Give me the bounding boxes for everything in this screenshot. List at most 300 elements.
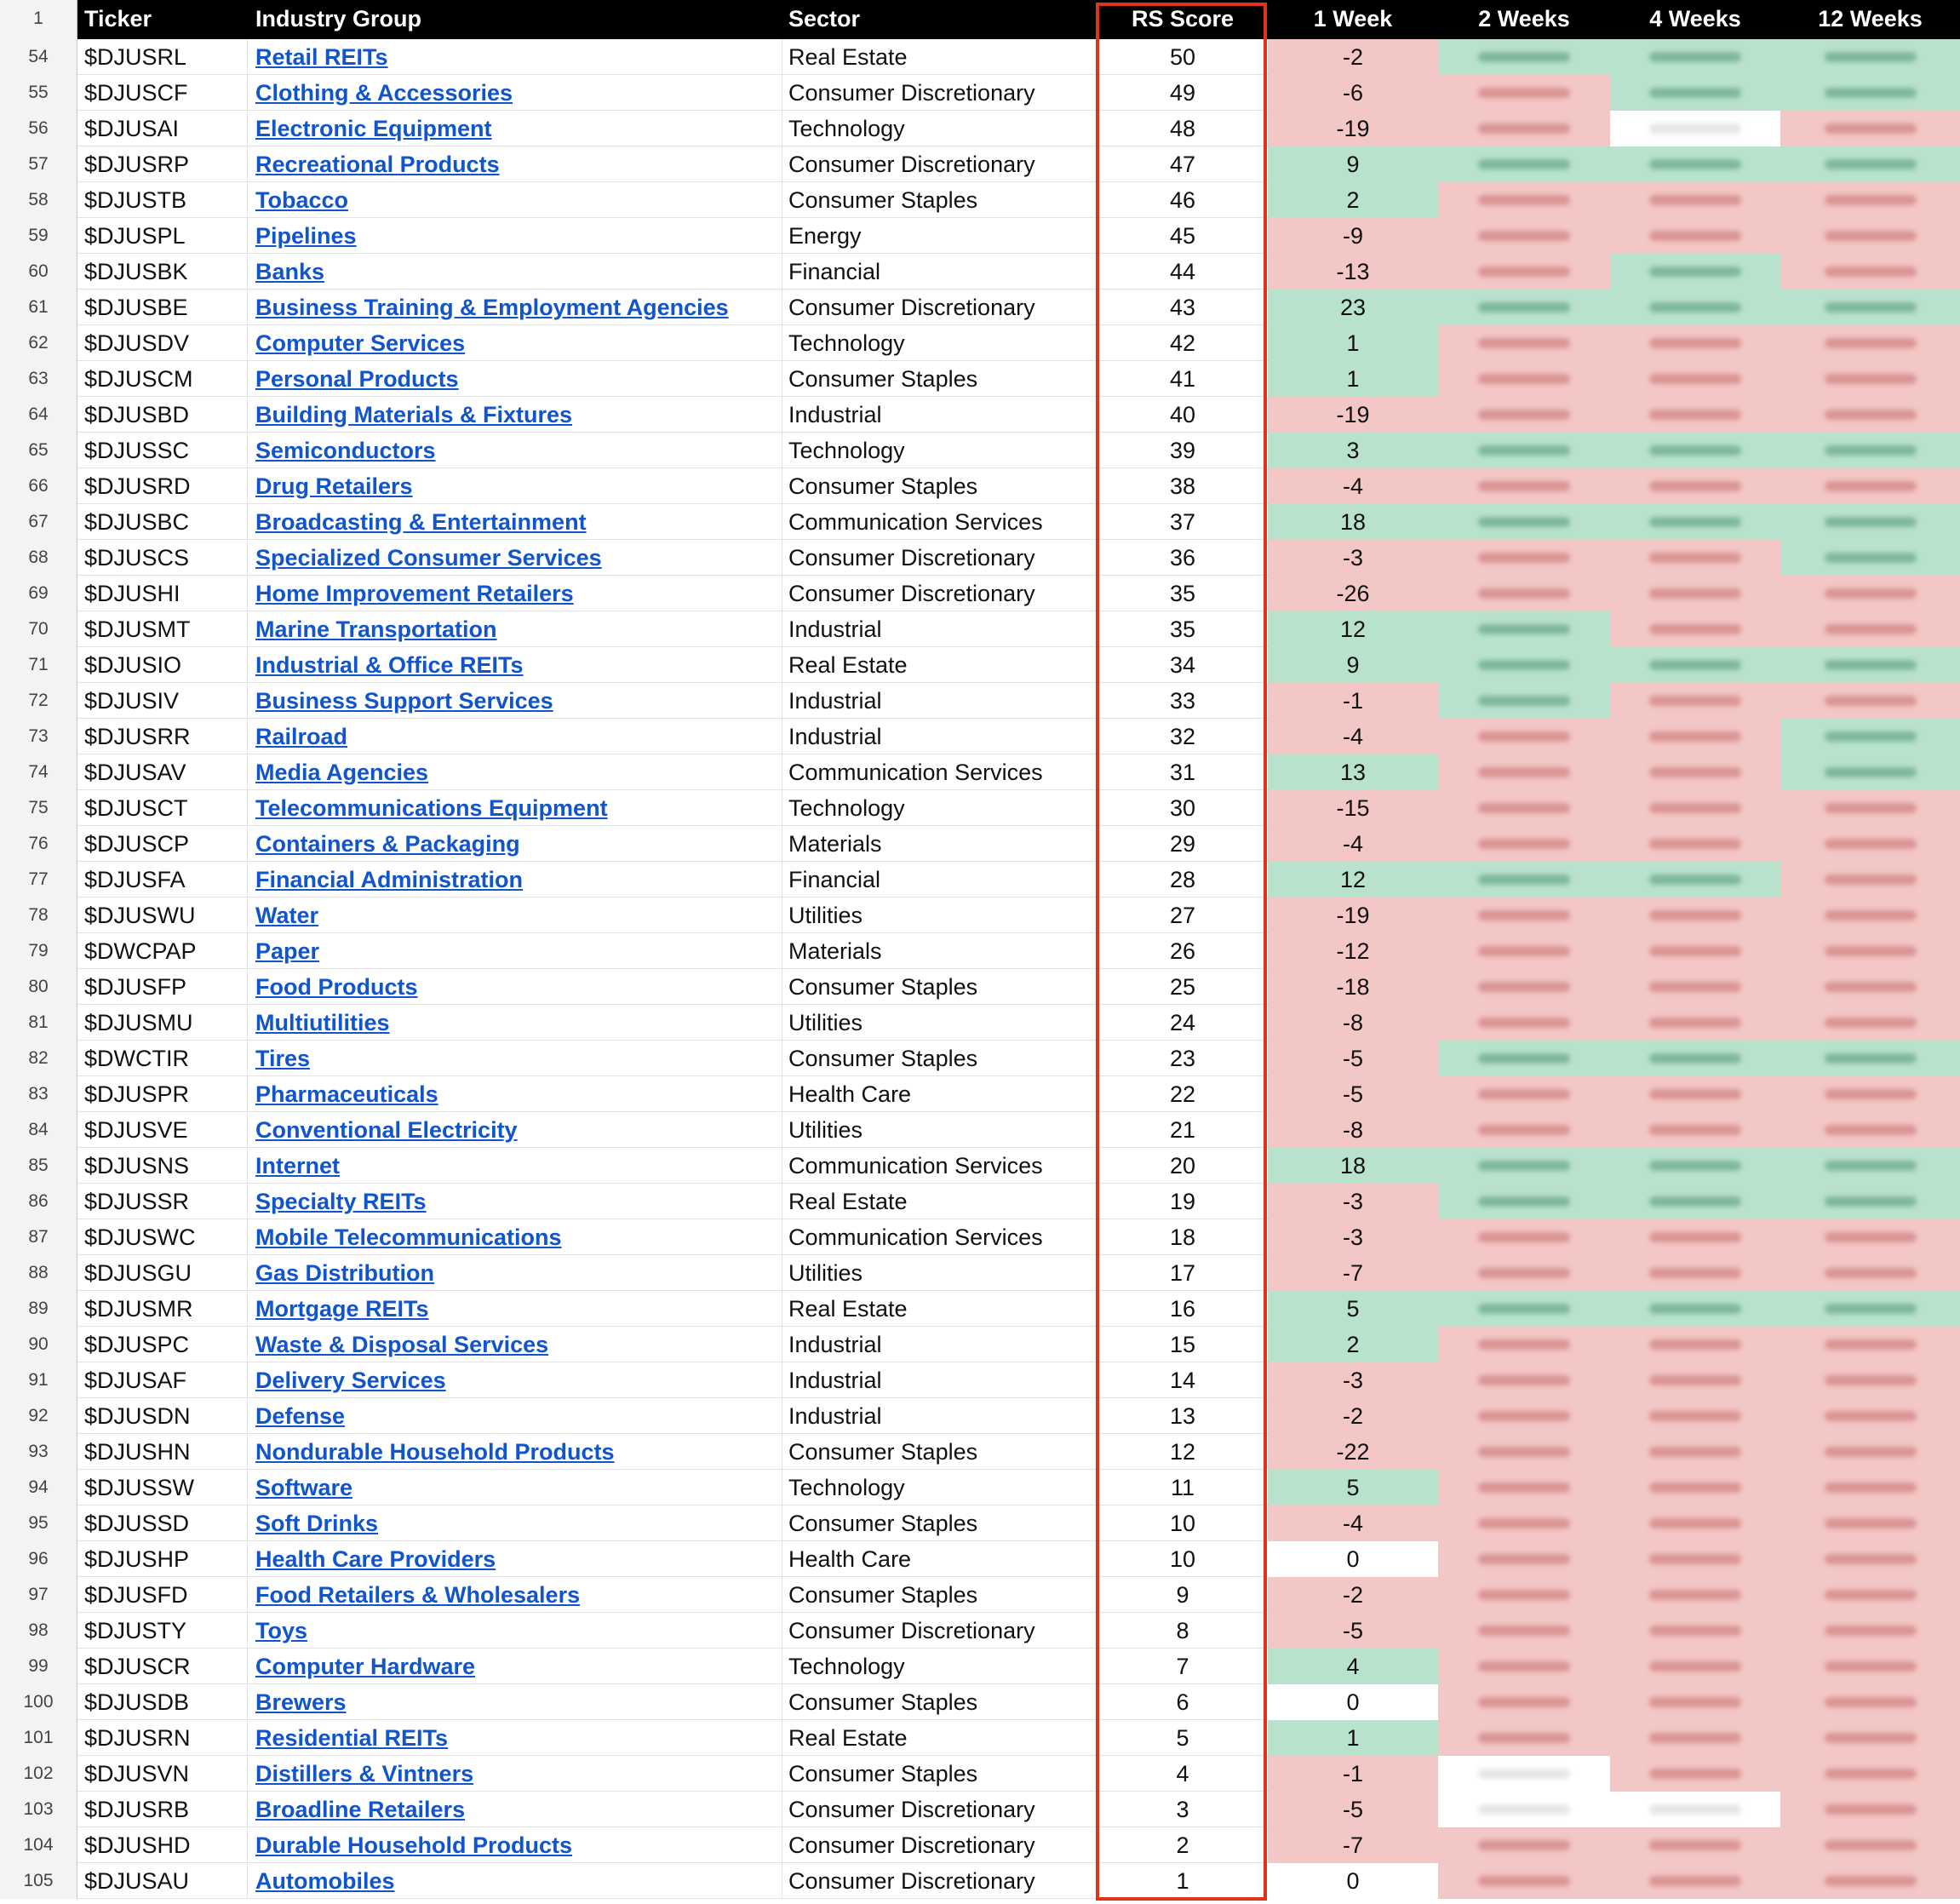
ticker-cell[interactable]: $DJUSVN xyxy=(77,1756,248,1792)
row-number-header[interactable]: 1 xyxy=(0,0,77,39)
sector-cell[interactable]: Consumer Discretionary xyxy=(782,576,1097,611)
row-number[interactable]: 56 xyxy=(0,111,77,146)
sector-cell[interactable]: Technology xyxy=(782,1649,1097,1684)
week1-change-cell[interactable]: -4 xyxy=(1268,468,1438,504)
week4-change-cell[interactable] xyxy=(1610,468,1780,504)
sector-cell[interactable]: Real Estate xyxy=(782,1184,1097,1219)
week4-change-cell[interactable] xyxy=(1610,754,1780,790)
week12-change-cell[interactable] xyxy=(1780,540,1960,576)
week12-change-cell[interactable] xyxy=(1780,1327,1960,1362)
week4-change-cell[interactable] xyxy=(1610,1362,1780,1398)
week1-change-cell[interactable]: 0 xyxy=(1268,1684,1438,1720)
week2-change-cell[interactable] xyxy=(1438,790,1610,826)
week1-change-cell[interactable]: -3 xyxy=(1268,1362,1438,1398)
industry-group-cell[interactable] xyxy=(248,75,782,111)
column-header-12-weeks[interactable]: 12 Weeks xyxy=(1780,0,1960,39)
week12-change-cell[interactable] xyxy=(1780,933,1960,969)
week12-change-cell[interactable] xyxy=(1780,719,1960,754)
week2-change-cell[interactable] xyxy=(1438,1398,1610,1434)
rs-score-cell[interactable]: 32 xyxy=(1169,724,1196,749)
week2-change-cell[interactable] xyxy=(1438,933,1610,969)
week12-change-cell[interactable] xyxy=(1780,218,1960,254)
week4-change-cell[interactable] xyxy=(1610,1041,1780,1076)
rs-score-cell[interactable]: 21 xyxy=(1169,1117,1196,1143)
row-number[interactable]: 87 xyxy=(0,1219,77,1255)
ticker-cell[interactable]: $DJUSBC xyxy=(77,504,248,540)
industry-group-link[interactable]: Computer Hardware xyxy=(255,1654,476,1679)
rs-score-cell[interactable]: 41 xyxy=(1169,366,1196,392)
week4-change-cell[interactable] xyxy=(1610,683,1780,719)
ticker-cell[interactable]: $DJUSRB xyxy=(77,1792,248,1827)
column-header-ticker[interactable]: Ticker xyxy=(77,0,248,39)
sector-cell[interactable]: Consumer Discretionary xyxy=(782,75,1097,111)
row-number[interactable]: 69 xyxy=(0,576,77,611)
week12-change-cell[interactable] xyxy=(1780,647,1960,683)
week4-change-cell[interactable] xyxy=(1610,1541,1780,1577)
week2-change-cell[interactable] xyxy=(1438,1291,1610,1327)
rs-score-cell[interactable]: 10 xyxy=(1169,1546,1196,1572)
rs-score-cell[interactable]: 47 xyxy=(1169,152,1196,177)
rs-score-cell[interactable]: 46 xyxy=(1169,187,1196,213)
rs-score-cell[interactable]: 9 xyxy=(1176,1582,1189,1608)
week2-change-cell[interactable] xyxy=(1438,1577,1610,1613)
sector-cell[interactable]: Utilities xyxy=(782,1005,1097,1041)
sector-cell[interactable]: Consumer Staples xyxy=(782,1505,1097,1541)
week4-change-cell[interactable] xyxy=(1610,898,1780,933)
week12-change-cell[interactable] xyxy=(1780,397,1960,433)
sector-cell[interactable]: Utilities xyxy=(782,1255,1097,1291)
ticker-cell[interactable]: $DJUSFA xyxy=(77,862,248,898)
row-number[interactable]: 104 xyxy=(0,1827,77,1863)
industry-group-link[interactable]: Software xyxy=(255,1475,353,1500)
row-number[interactable]: 100 xyxy=(0,1684,77,1720)
industry-group-link[interactable]: Pipelines xyxy=(255,223,357,249)
sector-cell[interactable]: Communication Services xyxy=(782,754,1097,790)
ticker-cell[interactable]: $DJUSAU xyxy=(77,1863,248,1899)
rs-score-cell[interactable]: 37 xyxy=(1169,509,1196,535)
industry-group-cell[interactable] xyxy=(248,826,782,862)
week4-change-cell[interactable] xyxy=(1610,1470,1780,1505)
industry-group-cell[interactable] xyxy=(248,1505,782,1541)
ticker-cell[interactable]: $DJUSCS xyxy=(77,540,248,576)
rs-score-cell[interactable]: 19 xyxy=(1169,1189,1196,1214)
industry-group-link[interactable]: Retail REITs xyxy=(255,44,388,70)
sector-cell[interactable]: Energy xyxy=(782,218,1097,254)
industry-group-link[interactable]: Personal Products xyxy=(255,366,459,392)
week12-change-cell[interactable] xyxy=(1780,790,1960,826)
week1-change-cell[interactable]: -1 xyxy=(1268,683,1438,719)
industry-group-cell[interactable] xyxy=(248,1041,782,1076)
week1-change-cell[interactable]: -8 xyxy=(1268,1112,1438,1148)
week12-change-cell[interactable] xyxy=(1780,1577,1960,1613)
week4-change-cell[interactable] xyxy=(1610,39,1780,75)
week1-change-cell[interactable]: -15 xyxy=(1268,790,1438,826)
week2-change-cell[interactable] xyxy=(1438,540,1610,576)
industry-group-cell[interactable] xyxy=(248,468,782,504)
sector-cell[interactable]: Consumer Staples xyxy=(782,468,1097,504)
ticker-cell[interactable]: $DJUSFD xyxy=(77,1577,248,1613)
week1-change-cell[interactable]: -3 xyxy=(1268,540,1438,576)
ticker-cell[interactable]: $DJUSHD xyxy=(77,1827,248,1863)
industry-group-link[interactable]: Media Agencies xyxy=(255,760,429,785)
industry-group-link[interactable]: Paper xyxy=(255,938,320,964)
week2-change-cell[interactable] xyxy=(1438,254,1610,290)
week12-change-cell[interactable] xyxy=(1780,1112,1960,1148)
week1-change-cell[interactable]: -19 xyxy=(1268,898,1438,933)
sector-cell[interactable]: Real Estate xyxy=(782,1291,1097,1327)
rs-score-cell[interactable]: 50 xyxy=(1169,44,1196,70)
week2-change-cell[interactable] xyxy=(1438,504,1610,540)
rs-score-cell[interactable]: 45 xyxy=(1169,223,1196,249)
week4-change-cell[interactable] xyxy=(1610,1005,1780,1041)
week4-change-cell[interactable] xyxy=(1610,433,1780,468)
industry-group-link[interactable]: Broadcasting & Entertainment xyxy=(255,509,587,535)
week12-change-cell[interactable] xyxy=(1780,290,1960,325)
row-number[interactable]: 105 xyxy=(0,1863,77,1899)
industry-group-link[interactable]: Pharmaceuticals xyxy=(255,1081,438,1107)
rs-score-cell[interactable]: 4 xyxy=(1176,1761,1189,1786)
week4-change-cell[interactable] xyxy=(1610,254,1780,290)
sector-cell[interactable]: Industrial xyxy=(782,611,1097,647)
week2-change-cell[interactable] xyxy=(1438,361,1610,397)
rs-score-cell[interactable]: 2 xyxy=(1176,1832,1189,1858)
ticker-cell[interactable]: $DJUSRN xyxy=(77,1720,248,1756)
industry-group-cell[interactable] xyxy=(248,39,782,75)
week2-change-cell[interactable] xyxy=(1438,1827,1610,1863)
ticker-cell[interactable]: $DJUSMT xyxy=(77,611,248,647)
row-number[interactable]: 96 xyxy=(0,1541,77,1577)
rs-score-cell[interactable]: 12 xyxy=(1169,1439,1196,1465)
week1-change-cell[interactable]: -8 xyxy=(1268,1005,1438,1041)
week12-change-cell[interactable] xyxy=(1780,39,1960,75)
week1-change-cell[interactable]: 1 xyxy=(1268,361,1438,397)
week12-change-cell[interactable] xyxy=(1780,1398,1960,1434)
week2-change-cell[interactable] xyxy=(1438,1720,1610,1756)
industry-group-cell[interactable] xyxy=(248,1649,782,1684)
week2-change-cell[interactable] xyxy=(1438,146,1610,182)
ticker-cell[interactable]: $DJUSTY xyxy=(77,1613,248,1649)
rs-score-cell[interactable]: 48 xyxy=(1169,116,1196,141)
week1-change-cell[interactable]: -5 xyxy=(1268,1613,1438,1649)
industry-group-cell[interactable] xyxy=(248,1362,782,1398)
sector-cell[interactable]: Consumer Discretionary xyxy=(782,146,1097,182)
industry-group-link[interactable]: Home Improvement Retailers xyxy=(255,581,574,606)
rs-score-cell[interactable]: 42 xyxy=(1169,330,1196,356)
week12-change-cell[interactable] xyxy=(1780,1541,1960,1577)
sector-cell[interactable]: Industrial xyxy=(782,719,1097,754)
row-number[interactable]: 82 xyxy=(0,1041,77,1076)
row-number[interactable]: 70 xyxy=(0,611,77,647)
industry-group-link[interactable]: Banks xyxy=(255,259,325,284)
ticker-cell[interactable]: $DJUSHI xyxy=(77,576,248,611)
industry-group-cell[interactable] xyxy=(248,1684,782,1720)
rs-score-cell[interactable]: 15 xyxy=(1169,1332,1196,1357)
rs-score-cell[interactable]: 20 xyxy=(1169,1153,1196,1179)
week1-change-cell[interactable]: -3 xyxy=(1268,1184,1438,1219)
industry-group-cell[interactable] xyxy=(248,1327,782,1362)
industry-group-cell[interactable] xyxy=(248,1005,782,1041)
week4-change-cell[interactable] xyxy=(1610,719,1780,754)
week1-change-cell[interactable]: -3 xyxy=(1268,1219,1438,1255)
ticker-cell[interactable]: $DJUSCP xyxy=(77,826,248,862)
week12-change-cell[interactable] xyxy=(1780,182,1960,218)
week4-change-cell[interactable] xyxy=(1610,182,1780,218)
ticker-cell[interactable]: $DJUSAV xyxy=(77,754,248,790)
week4-change-cell[interactable] xyxy=(1610,1827,1780,1863)
industry-group-link[interactable]: Recreational Products xyxy=(255,152,500,177)
sector-cell[interactable]: Consumer Discretionary xyxy=(782,290,1097,325)
week2-change-cell[interactable] xyxy=(1438,1649,1610,1684)
row-number[interactable]: 55 xyxy=(0,75,77,111)
rs-score-cell[interactable]: 33 xyxy=(1169,688,1196,714)
week4-change-cell[interactable] xyxy=(1610,1112,1780,1148)
week2-change-cell[interactable] xyxy=(1438,1219,1610,1255)
week2-change-cell[interactable] xyxy=(1438,1362,1610,1398)
rs-score-cell[interactable]: 38 xyxy=(1169,473,1196,499)
row-number[interactable]: 74 xyxy=(0,754,77,790)
rs-score-cell[interactable]: 30 xyxy=(1169,795,1196,821)
column-header-2-weeks[interactable]: 2 Weeks xyxy=(1438,0,1610,39)
week4-change-cell[interactable] xyxy=(1610,1184,1780,1219)
week12-change-cell[interactable] xyxy=(1780,1756,1960,1792)
rs-score-cell[interactable]: 22 xyxy=(1169,1081,1196,1107)
ticker-cell[interactable]: $DWCPAP xyxy=(77,933,248,969)
week4-change-cell[interactable] xyxy=(1610,1720,1780,1756)
row-number[interactable]: 89 xyxy=(0,1291,77,1327)
rs-score-cell[interactable]: 23 xyxy=(1169,1046,1196,1071)
industry-group-link[interactable]: Health Care Providers xyxy=(255,1546,496,1572)
sector-cell[interactable]: Consumer Staples xyxy=(782,1684,1097,1720)
week4-change-cell[interactable] xyxy=(1610,1613,1780,1649)
week2-change-cell[interactable] xyxy=(1438,1792,1610,1827)
sector-cell[interactable]: Real Estate xyxy=(782,39,1097,75)
industry-group-link[interactable]: Specialty REITs xyxy=(255,1189,427,1214)
industry-group-cell[interactable] xyxy=(248,1792,782,1827)
industry-group-link[interactable]: Water xyxy=(255,903,319,928)
industry-group-cell[interactable] xyxy=(248,1291,782,1327)
week4-change-cell[interactable] xyxy=(1610,540,1780,576)
week1-change-cell[interactable]: -7 xyxy=(1268,1255,1438,1291)
row-number[interactable]: 66 xyxy=(0,468,77,504)
week12-change-cell[interactable] xyxy=(1780,1148,1960,1184)
week1-change-cell[interactable]: -19 xyxy=(1268,397,1438,433)
row-number[interactable]: 64 xyxy=(0,397,77,433)
sector-cell[interactable]: Materials xyxy=(782,826,1097,862)
industry-group-link[interactable]: Automobiles xyxy=(255,1868,395,1894)
rs-score-cell[interactable]: 40 xyxy=(1169,402,1196,427)
week2-change-cell[interactable] xyxy=(1438,1255,1610,1291)
industry-group-cell[interactable] xyxy=(248,540,782,576)
rs-score-cell[interactable]: 36 xyxy=(1169,545,1196,571)
row-number[interactable]: 60 xyxy=(0,254,77,290)
week12-change-cell[interactable] xyxy=(1780,1255,1960,1291)
industry-group-link[interactable]: Financial Administration xyxy=(255,867,524,892)
week12-change-cell[interactable] xyxy=(1780,898,1960,933)
week1-change-cell[interactable]: 12 xyxy=(1268,862,1438,898)
week2-change-cell[interactable] xyxy=(1438,826,1610,862)
week4-change-cell[interactable] xyxy=(1610,325,1780,361)
week2-change-cell[interactable] xyxy=(1438,1613,1610,1649)
industry-group-link[interactable]: Containers & Packaging xyxy=(255,831,520,857)
sector-cell[interactable]: Consumer Discretionary xyxy=(782,1827,1097,1863)
week4-change-cell[interactable] xyxy=(1610,361,1780,397)
sector-cell[interactable]: Consumer Staples xyxy=(782,1756,1097,1792)
week1-change-cell[interactable]: 13 xyxy=(1268,754,1438,790)
week1-change-cell[interactable]: -2 xyxy=(1268,1577,1438,1613)
industry-group-link[interactable]: Industrial & Office REITs xyxy=(255,652,524,678)
row-number[interactable]: 101 xyxy=(0,1720,77,1756)
week4-change-cell[interactable] xyxy=(1610,862,1780,898)
rs-score-cell[interactable]: 28 xyxy=(1169,867,1196,892)
week2-change-cell[interactable] xyxy=(1438,1684,1610,1720)
sector-cell[interactable]: Real Estate xyxy=(782,647,1097,683)
industry-group-link[interactable]: Internet xyxy=(255,1153,341,1179)
ticker-cell[interactable]: $DJUSDN xyxy=(77,1398,248,1434)
week1-change-cell[interactable]: 1 xyxy=(1268,325,1438,361)
column-header-1-week[interactable]: 1 Week xyxy=(1268,0,1438,39)
week2-change-cell[interactable] xyxy=(1438,1470,1610,1505)
week2-change-cell[interactable] xyxy=(1438,75,1610,111)
rs-score-cell[interactable]: 35 xyxy=(1169,581,1196,606)
industry-group-cell[interactable] xyxy=(248,1756,782,1792)
industry-group-cell[interactable] xyxy=(248,1434,782,1470)
industry-group-cell[interactable] xyxy=(248,683,782,719)
ticker-cell[interactable]: $DJUSRP xyxy=(77,146,248,182)
industry-group-cell[interactable] xyxy=(248,1076,782,1112)
row-number[interactable]: 54 xyxy=(0,39,77,75)
industry-group-link[interactable]: Semiconductors xyxy=(255,438,436,463)
week4-change-cell[interactable] xyxy=(1610,647,1780,683)
rs-score-cell[interactable]: 29 xyxy=(1169,831,1196,857)
week2-change-cell[interactable] xyxy=(1438,218,1610,254)
week2-change-cell[interactable] xyxy=(1438,576,1610,611)
ticker-cell[interactable]: $DJUSNS xyxy=(77,1148,248,1184)
week12-change-cell[interactable] xyxy=(1780,1505,1960,1541)
industry-group-cell[interactable] xyxy=(248,111,782,146)
row-number[interactable]: 90 xyxy=(0,1327,77,1362)
week1-change-cell[interactable]: 5 xyxy=(1268,1291,1438,1327)
week4-change-cell[interactable] xyxy=(1610,611,1780,647)
row-number[interactable]: 61 xyxy=(0,290,77,325)
week2-change-cell[interactable] xyxy=(1438,1076,1610,1112)
sector-cell[interactable]: Consumer Discretionary xyxy=(782,1863,1097,1899)
week12-change-cell[interactable] xyxy=(1780,1470,1960,1505)
week1-change-cell[interactable]: -5 xyxy=(1268,1792,1438,1827)
ticker-cell[interactable]: $DJUSRD xyxy=(77,468,248,504)
week4-change-cell[interactable] xyxy=(1610,576,1780,611)
industry-group-link[interactable]: Railroad xyxy=(255,724,348,749)
ticker-cell[interactable]: $DJUSAI xyxy=(77,111,248,146)
week12-change-cell[interactable] xyxy=(1780,683,1960,719)
week12-change-cell[interactable] xyxy=(1780,754,1960,790)
industry-group-link[interactable]: Business Training & Employment Agencies xyxy=(255,295,729,320)
week1-change-cell[interactable]: 23 xyxy=(1268,290,1438,325)
industry-group-cell[interactable] xyxy=(248,1470,782,1505)
week4-change-cell[interactable] xyxy=(1610,1863,1780,1899)
industry-group-link[interactable]: Mobile Telecommunications xyxy=(255,1224,562,1250)
row-number[interactable]: 94 xyxy=(0,1470,77,1505)
week1-change-cell[interactable]: 0 xyxy=(1268,1541,1438,1577)
week12-change-cell[interactable] xyxy=(1780,1720,1960,1756)
week12-change-cell[interactable] xyxy=(1780,468,1960,504)
industry-group-link[interactable]: Electronic Equipment xyxy=(255,116,492,141)
week1-change-cell[interactable]: -4 xyxy=(1268,1505,1438,1541)
week1-change-cell[interactable]: 3 xyxy=(1268,433,1438,468)
week4-change-cell[interactable] xyxy=(1610,1076,1780,1112)
ticker-cell[interactable]: $DJUSWU xyxy=(77,898,248,933)
rs-score-cell[interactable]: 25 xyxy=(1169,974,1196,1000)
rs-score-cell[interactable]: 10 xyxy=(1169,1511,1196,1536)
rs-score-cell[interactable]: 27 xyxy=(1169,903,1196,928)
week12-change-cell[interactable] xyxy=(1780,1434,1960,1470)
week1-change-cell[interactable]: 18 xyxy=(1268,504,1438,540)
week2-change-cell[interactable] xyxy=(1438,969,1610,1005)
sector-cell[interactable]: Industrial xyxy=(782,397,1097,433)
week1-change-cell[interactable]: -22 xyxy=(1268,1434,1438,1470)
industry-group-link[interactable]: Residential REITs xyxy=(255,1725,449,1751)
week4-change-cell[interactable] xyxy=(1610,1148,1780,1184)
ticker-cell[interactable]: $DJUSWC xyxy=(77,1219,248,1255)
row-number[interactable]: 86 xyxy=(0,1184,77,1219)
rs-score-cell[interactable]: 35 xyxy=(1169,617,1196,642)
week1-change-cell[interactable]: -5 xyxy=(1268,1076,1438,1112)
week1-change-cell[interactable]: -1 xyxy=(1268,1756,1438,1792)
week12-change-cell[interactable] xyxy=(1780,1792,1960,1827)
industry-group-link[interactable]: Telecommunications Equipment xyxy=(255,795,608,821)
ticker-cell[interactable]: $DJUSAF xyxy=(77,1362,248,1398)
row-number[interactable]: 93 xyxy=(0,1434,77,1470)
row-number[interactable]: 59 xyxy=(0,218,77,254)
industry-group-link[interactable]: Delivery Services xyxy=(255,1368,446,1393)
row-number[interactable]: 97 xyxy=(0,1577,77,1613)
ticker-cell[interactable]: $DJUSFP xyxy=(77,969,248,1005)
week1-change-cell[interactable]: 5 xyxy=(1268,1470,1438,1505)
rs-score-cell[interactable]: 13 xyxy=(1169,1403,1196,1429)
row-number[interactable]: 77 xyxy=(0,862,77,898)
week2-change-cell[interactable] xyxy=(1438,719,1610,754)
ticker-cell[interactable]: $DJUSRL xyxy=(77,39,248,75)
industry-group-cell[interactable] xyxy=(248,254,782,290)
industry-group-link[interactable]: Marine Transportation xyxy=(255,617,497,642)
industry-group-cell[interactable] xyxy=(248,182,782,218)
week12-change-cell[interactable] xyxy=(1780,1827,1960,1863)
row-number[interactable]: 63 xyxy=(0,361,77,397)
ticker-cell[interactable]: $DJUSDB xyxy=(77,1684,248,1720)
week2-change-cell[interactable] xyxy=(1438,1863,1610,1899)
industry-group-link[interactable]: Nondurable Household Products xyxy=(255,1439,615,1465)
week2-change-cell[interactable] xyxy=(1438,1434,1610,1470)
week12-change-cell[interactable] xyxy=(1780,1684,1960,1720)
week4-change-cell[interactable] xyxy=(1610,1291,1780,1327)
rs-score-cell[interactable]: 7 xyxy=(1176,1654,1189,1679)
week12-change-cell[interactable] xyxy=(1780,969,1960,1005)
industry-group-link[interactable]: Building Materials & Fixtures xyxy=(255,402,573,427)
sector-cell[interactable]: Financial xyxy=(782,254,1097,290)
industry-group-cell[interactable] xyxy=(248,433,782,468)
week1-change-cell[interactable]: -4 xyxy=(1268,719,1438,754)
industry-group-cell[interactable] xyxy=(248,361,782,397)
rs-score-cell[interactable]: 44 xyxy=(1169,259,1196,284)
week4-change-cell[interactable] xyxy=(1610,1684,1780,1720)
row-number[interactable]: 65 xyxy=(0,433,77,468)
week1-change-cell[interactable]: -19 xyxy=(1268,111,1438,146)
row-number[interactable]: 98 xyxy=(0,1613,77,1649)
week12-change-cell[interactable] xyxy=(1780,75,1960,111)
week12-change-cell[interactable] xyxy=(1780,111,1960,146)
week4-change-cell[interactable] xyxy=(1610,146,1780,182)
week2-change-cell[interactable] xyxy=(1438,1505,1610,1541)
week1-change-cell[interactable]: 12 xyxy=(1268,611,1438,647)
